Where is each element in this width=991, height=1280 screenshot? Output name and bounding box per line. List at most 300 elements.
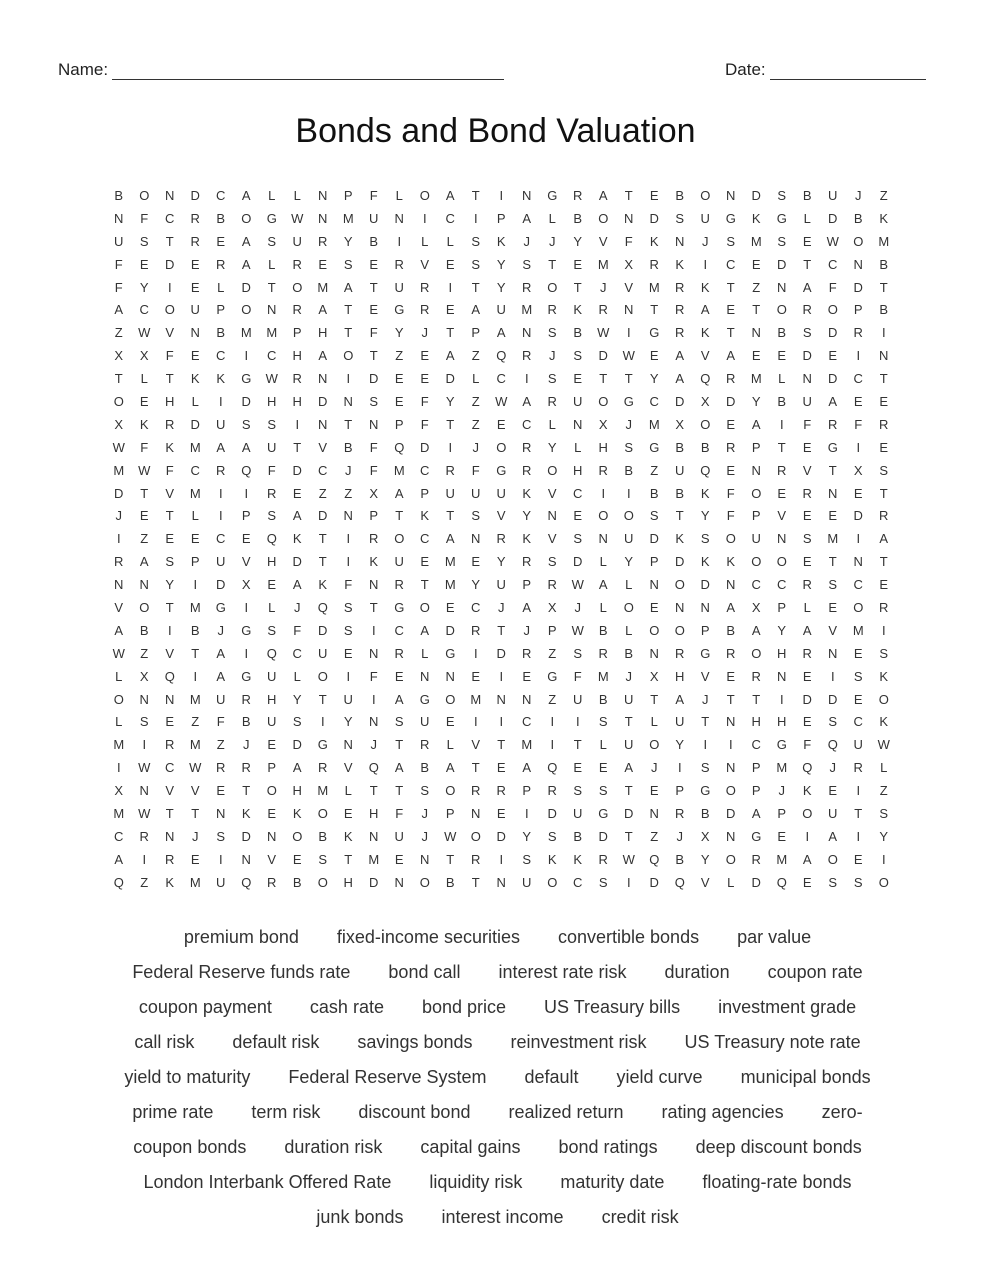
grid-letter: Q bbox=[776, 874, 787, 890]
grid-letter: B bbox=[675, 188, 685, 203]
grid-letter: A bbox=[445, 188, 455, 203]
grid-letter: U bbox=[216, 416, 226, 432]
word-list-item: rating agencies bbox=[661, 1102, 784, 1122]
grid-letter: W bbox=[138, 325, 151, 341]
grid-letter: L bbox=[115, 668, 123, 684]
grid-letter: L bbox=[115, 714, 123, 730]
grid-letter: Q bbox=[266, 531, 277, 547]
grid-letter: A bbox=[241, 188, 251, 203]
grid-letter: S bbox=[853, 874, 863, 890]
grid-letter: S bbox=[777, 233, 787, 249]
grid-letter: R bbox=[292, 302, 302, 318]
grid-letter: U bbox=[802, 394, 812, 410]
grid-letter: I bbox=[499, 188, 504, 203]
grid-letter: E bbox=[726, 416, 736, 432]
grid-letter: G bbox=[241, 668, 252, 684]
grid-letter: U bbox=[292, 233, 302, 249]
word-list-item: London Interbank Offered Rate bbox=[143, 1172, 392, 1192]
grid-letter: P bbox=[547, 622, 557, 638]
grid-letter: I bbox=[626, 325, 631, 341]
word-list-item: reinvestment risk bbox=[510, 1032, 647, 1052]
grid-letter: S bbox=[802, 531, 812, 547]
grid-letter: M bbox=[878, 233, 890, 249]
grid-letter: E bbox=[343, 645, 353, 661]
grid-letter: I bbox=[193, 577, 198, 593]
grid-letter: A bbox=[879, 531, 889, 547]
grid-letter: T bbox=[140, 485, 149, 501]
grid-letter: A bbox=[445, 531, 455, 547]
grid-letter: L bbox=[446, 737, 454, 753]
grid-letter: K bbox=[802, 783, 812, 799]
grid-letter: G bbox=[445, 645, 456, 661]
grid-letter: R bbox=[853, 325, 863, 341]
grid-letter: A bbox=[394, 485, 404, 501]
grid-letter: Z bbox=[548, 645, 557, 661]
grid-letter: U bbox=[394, 554, 404, 570]
grid-letter: P bbox=[267, 760, 277, 776]
grid-letter: O bbox=[598, 394, 609, 410]
grid-letter: P bbox=[292, 325, 302, 341]
grid-letter: N bbox=[318, 188, 328, 203]
grid-letter: O bbox=[419, 874, 430, 890]
grid-letter: N bbox=[573, 416, 583, 432]
grid-letter: R bbox=[318, 233, 328, 249]
grid-letter: Y bbox=[777, 622, 787, 638]
grid-letter: Y bbox=[496, 554, 506, 570]
grid-letter: S bbox=[318, 851, 328, 867]
grid-letter: J bbox=[243, 737, 250, 753]
grid-letter: Y bbox=[343, 714, 353, 730]
grid-letter: M bbox=[393, 462, 405, 478]
grid-letter: R bbox=[292, 256, 302, 272]
grid-letter: V bbox=[267, 851, 277, 867]
grid-letter: D bbox=[675, 554, 685, 570]
grid-letter: P bbox=[496, 210, 506, 226]
grid-letter: E bbox=[445, 714, 455, 730]
grid-letter: K bbox=[573, 302, 583, 318]
grid-letter: V bbox=[165, 645, 175, 661]
grid-row bbox=[106, 368, 897, 391]
grid-letter: L bbox=[268, 600, 276, 616]
grid-letter: S bbox=[879, 645, 889, 661]
grid-letter: E bbox=[190, 348, 200, 364]
grid-letter: M bbox=[521, 302, 533, 318]
grid-letter: H bbox=[292, 348, 302, 364]
grid-letter: K bbox=[700, 325, 710, 341]
grid-letter: E bbox=[649, 600, 659, 616]
grid-letter: V bbox=[165, 485, 175, 501]
grid-letter: O bbox=[547, 279, 558, 295]
word-list-item: investment grade bbox=[718, 997, 857, 1017]
grid-letter: M bbox=[113, 806, 125, 822]
grid-letter: A bbox=[496, 325, 506, 341]
grid-letter: D bbox=[751, 188, 761, 203]
grid-letter: D bbox=[828, 371, 838, 387]
grid-letter: P bbox=[190, 554, 200, 570]
grid-letter: U bbox=[471, 485, 481, 501]
grid-letter: S bbox=[649, 508, 659, 524]
grid-letter: V bbox=[343, 760, 353, 776]
grid-letter: V bbox=[700, 348, 710, 364]
word-list-item: zero- bbox=[821, 1102, 863, 1122]
grid-letter: Y bbox=[700, 851, 710, 867]
word-list-item: duration bbox=[664, 962, 730, 982]
grid-letter: T bbox=[624, 371, 633, 387]
grid-letter: R bbox=[471, 622, 481, 638]
grid-letter: T bbox=[369, 279, 378, 295]
grid-letter: H bbox=[777, 714, 787, 730]
grid-letter: B bbox=[879, 256, 889, 272]
grid-letter: F bbox=[803, 416, 812, 432]
grid-letter: M bbox=[317, 279, 329, 295]
grid-letter: Y bbox=[700, 508, 710, 524]
grid-letter: I bbox=[193, 668, 198, 684]
grid-letter: S bbox=[343, 622, 353, 638]
grid-letter: C bbox=[216, 531, 226, 547]
grid-letter: S bbox=[241, 416, 251, 432]
grid-letter: N bbox=[649, 645, 659, 661]
grid-letter: T bbox=[191, 645, 200, 661]
grid-letter: R bbox=[471, 783, 481, 799]
grid-letter: C bbox=[828, 256, 838, 272]
grid-letter: T bbox=[165, 233, 174, 249]
grid-letter: T bbox=[369, 600, 378, 616]
grid-letter: H bbox=[751, 714, 761, 730]
grid-letter: I bbox=[218, 508, 223, 524]
grid-letter: R bbox=[267, 874, 277, 890]
grid-letter: Z bbox=[395, 348, 404, 364]
grid-letter: I bbox=[856, 828, 861, 844]
grid-letter: T bbox=[318, 691, 327, 707]
date-blank-line bbox=[770, 61, 926, 80]
grid-letter: S bbox=[802, 325, 812, 341]
grid-letter: R bbox=[777, 462, 787, 478]
grid-letter: F bbox=[369, 325, 378, 341]
grid-letter: F bbox=[395, 806, 404, 822]
grid-letter: A bbox=[675, 691, 685, 707]
grid-letter: B bbox=[777, 325, 787, 341]
grid-letter: R bbox=[420, 279, 430, 295]
grid-letter: R bbox=[496, 531, 506, 547]
grid-letter: D bbox=[853, 279, 863, 295]
grid-letter: A bbox=[624, 760, 634, 776]
grid-letter: O bbox=[674, 622, 685, 638]
grid-letter: R bbox=[879, 508, 889, 524]
grid-letter: R bbox=[522, 462, 532, 478]
grid-row bbox=[106, 803, 897, 826]
grid-letter: E bbox=[777, 348, 787, 364]
grid-letter: E bbox=[802, 668, 812, 684]
grid-letter: D bbox=[114, 485, 124, 501]
grid-letter: R bbox=[675, 302, 685, 318]
grid-letter: E bbox=[394, 394, 404, 410]
grid-letter: T bbox=[471, 188, 480, 203]
grid-letter: A bbox=[802, 279, 812, 295]
grid-letter: J bbox=[855, 188, 862, 203]
grid-letter: S bbox=[547, 371, 557, 387]
grid-letter: K bbox=[343, 828, 353, 844]
word-list-line bbox=[80, 1062, 915, 1097]
grid-letter: Q bbox=[394, 439, 405, 455]
grid-letter: V bbox=[318, 439, 328, 455]
grid-letter: Y bbox=[394, 325, 404, 341]
grid-letter: G bbox=[623, 394, 634, 410]
grid-letter: X bbox=[649, 668, 659, 684]
grid-letter: N bbox=[114, 210, 124, 226]
grid-letter: E bbox=[726, 302, 736, 318]
grid-letter: U bbox=[318, 645, 328, 661]
grid-row bbox=[106, 734, 897, 757]
grid-letter: M bbox=[776, 851, 788, 867]
grid-letter: O bbox=[878, 691, 889, 707]
grid-letter: D bbox=[420, 439, 430, 455]
grid-letter: M bbox=[776, 760, 788, 776]
grid-letter: C bbox=[165, 210, 175, 226]
grid-letter: M bbox=[852, 622, 864, 638]
grid-letter: K bbox=[675, 256, 685, 272]
grid-letter: J bbox=[294, 600, 301, 616]
grid-letter: F bbox=[420, 416, 429, 432]
grid-letter: N bbox=[726, 828, 736, 844]
grid-letter: E bbox=[190, 851, 200, 867]
grid-letter: Y bbox=[343, 233, 353, 249]
word-list-item: municipal bonds bbox=[740, 1067, 871, 1087]
grid-letter: G bbox=[700, 645, 711, 661]
grid-letter: T bbox=[752, 691, 761, 707]
grid-letter: T bbox=[446, 851, 455, 867]
grid-letter: A bbox=[522, 394, 532, 410]
grid-letter: R bbox=[318, 760, 328, 776]
grid-letter: M bbox=[189, 439, 201, 455]
grid-letter: M bbox=[189, 485, 201, 501]
grid-row bbox=[106, 505, 897, 528]
grid-letter: C bbox=[420, 531, 430, 547]
grid-letter: D bbox=[445, 371, 455, 387]
grid-letter: U bbox=[369, 210, 379, 226]
grid-row bbox=[106, 299, 897, 322]
word-list-item: liquidity risk bbox=[429, 1172, 523, 1192]
grid-letter: I bbox=[626, 485, 631, 501]
grid-letter: K bbox=[139, 416, 149, 432]
grid-letter: I bbox=[371, 691, 376, 707]
grid-letter: S bbox=[598, 714, 608, 730]
grid-letter: O bbox=[725, 531, 736, 547]
grid-letter: O bbox=[827, 851, 838, 867]
grid-letter: G bbox=[547, 668, 558, 684]
grid-letter: O bbox=[317, 806, 328, 822]
grid-letter: C bbox=[777, 577, 787, 593]
grid-letter: W bbox=[826, 233, 839, 249]
grid-letter: U bbox=[420, 714, 430, 730]
grid-letter: V bbox=[190, 783, 200, 799]
grid-letter: I bbox=[448, 439, 453, 455]
grid-letter: S bbox=[726, 233, 736, 249]
grid-letter: B bbox=[343, 439, 353, 455]
grid-letter: U bbox=[216, 554, 226, 570]
word-list-item: deep discount bonds bbox=[695, 1137, 862, 1157]
grid-letter: A bbox=[216, 645, 226, 661]
grid-letter: S bbox=[828, 577, 838, 593]
grid-letter: R bbox=[547, 577, 557, 593]
grid-letter: L bbox=[395, 188, 403, 203]
grid-letter: D bbox=[700, 577, 710, 593]
grid-letter: Y bbox=[471, 577, 481, 593]
grid-letter: U bbox=[751, 531, 761, 547]
grid-letter: E bbox=[369, 302, 379, 318]
grid-letter: Y bbox=[879, 828, 889, 844]
grid-letter: L bbox=[421, 233, 429, 249]
word-list-line bbox=[80, 1097, 915, 1132]
grid-letter: B bbox=[853, 210, 863, 226]
grid-letter: K bbox=[700, 554, 710, 570]
grid-letter: J bbox=[523, 233, 530, 249]
grid-letter: E bbox=[165, 714, 175, 730]
grid-letter: R bbox=[369, 531, 379, 547]
grid-letter: I bbox=[881, 325, 886, 341]
grid-letter: S bbox=[675, 210, 685, 226]
grid-letter: U bbox=[828, 188, 838, 203]
grid-letter: M bbox=[113, 737, 125, 753]
grid-letter: G bbox=[649, 325, 660, 341]
grid-letter: M bbox=[470, 691, 482, 707]
word-list-item: term risk bbox=[251, 1102, 321, 1122]
grid-letter: R bbox=[547, 302, 557, 318]
grid-letter: I bbox=[397, 233, 402, 249]
grid-letter: K bbox=[522, 531, 532, 547]
grid-letter: R bbox=[190, 210, 200, 226]
grid-letter: T bbox=[318, 554, 327, 570]
grid-letter: V bbox=[700, 668, 710, 684]
grid-letter: C bbox=[216, 188, 226, 203]
grid-letter: N bbox=[675, 233, 685, 249]
grid-letter: R bbox=[522, 279, 532, 295]
grid-letter: R bbox=[751, 668, 761, 684]
grid-letter: J bbox=[651, 760, 658, 776]
grid-letter: S bbox=[139, 233, 149, 249]
grid-letter: B bbox=[675, 439, 685, 455]
grid-letter: N bbox=[114, 577, 124, 593]
grid-letter: T bbox=[624, 783, 633, 799]
grid-letter: R bbox=[547, 783, 557, 799]
grid-letter: L bbox=[446, 233, 454, 249]
grid-letter: E bbox=[751, 256, 761, 272]
grid-letter: S bbox=[879, 806, 889, 822]
grid-letter: K bbox=[190, 371, 200, 387]
grid-letter: M bbox=[317, 783, 329, 799]
grid-letter: E bbox=[853, 394, 863, 410]
grid-row bbox=[106, 780, 897, 803]
grid-letter: J bbox=[676, 828, 683, 844]
grid-letter: T bbox=[369, 783, 378, 799]
grid-letter: Y bbox=[165, 577, 175, 593]
grid-letter: W bbox=[112, 645, 125, 661]
grid-letter: E bbox=[292, 851, 302, 867]
grid-letter: Z bbox=[650, 828, 659, 844]
grid-letter: B bbox=[573, 828, 583, 844]
grid-letter: A bbox=[420, 622, 430, 638]
grid-letter: W bbox=[138, 462, 151, 478]
grid-letter: Q bbox=[700, 462, 711, 478]
grid-letter: O bbox=[725, 783, 736, 799]
grid-letter: B bbox=[802, 188, 812, 203]
grid-letter: Q bbox=[802, 760, 813, 776]
grid-letter: D bbox=[828, 691, 838, 707]
grid-letter: N bbox=[165, 828, 175, 844]
grid-letter: X bbox=[369, 485, 379, 501]
grid-letter: R bbox=[165, 416, 175, 432]
grid-letter: I bbox=[805, 828, 810, 844]
word-list-line bbox=[80, 922, 915, 957]
grid-letter: B bbox=[445, 874, 455, 890]
grid-letter: I bbox=[856, 531, 861, 547]
grid-letter: T bbox=[267, 279, 276, 295]
grid-letter: B bbox=[318, 828, 328, 844]
grid-letter: A bbox=[139, 554, 149, 570]
grid-letter: E bbox=[879, 394, 889, 410]
grid-letter: J bbox=[472, 439, 479, 455]
grid-letter: J bbox=[829, 760, 836, 776]
grid-letter: G bbox=[725, 210, 736, 226]
grid-letter: E bbox=[573, 508, 583, 524]
grid-letter: Z bbox=[471, 416, 480, 432]
grid-letter: B bbox=[598, 691, 608, 707]
grid-letter: W bbox=[265, 371, 278, 387]
grid-letter: O bbox=[623, 508, 634, 524]
grid-letter: N bbox=[777, 668, 787, 684]
grid-letter: E bbox=[216, 783, 226, 799]
grid-letter: T bbox=[446, 508, 455, 524]
grid-letter: V bbox=[547, 531, 557, 547]
grid-letter: E bbox=[598, 760, 608, 776]
grid-letter: E bbox=[445, 256, 455, 272]
grid-letter: B bbox=[216, 210, 226, 226]
grid-letter: J bbox=[549, 348, 556, 364]
grid-letter: N bbox=[828, 485, 838, 501]
grid-letter: R bbox=[675, 279, 685, 295]
grid-letter: Y bbox=[675, 737, 685, 753]
grid-letter: N bbox=[649, 577, 659, 593]
grid-letter: F bbox=[216, 714, 225, 730]
grid-letter: Q bbox=[241, 462, 252, 478]
grid-letter: M bbox=[597, 256, 609, 272]
grid-letter: J bbox=[702, 691, 709, 707]
grid-letter: R bbox=[471, 851, 481, 867]
grid-letter: F bbox=[344, 577, 353, 593]
grid-letter: M bbox=[240, 325, 252, 341]
grid-letter: M bbox=[113, 462, 125, 478]
grid-letter: S bbox=[624, 439, 634, 455]
grid-letter: Q bbox=[700, 371, 711, 387]
grid-letter: R bbox=[802, 302, 812, 318]
grid-letter: D bbox=[777, 256, 787, 272]
grid-letter: R bbox=[649, 256, 659, 272]
grid-letter: R bbox=[675, 806, 685, 822]
grid-letter: N bbox=[420, 668, 430, 684]
grid-letter: I bbox=[601, 485, 606, 501]
grid-letter: Y bbox=[573, 233, 583, 249]
grid-letter: I bbox=[320, 714, 325, 730]
grid-letter: S bbox=[420, 783, 430, 799]
grid-letter: F bbox=[803, 737, 812, 753]
grid-letter: E bbox=[267, 577, 277, 593]
grid-letter: O bbox=[649, 737, 660, 753]
grid-letter: Z bbox=[752, 279, 761, 295]
grid-letter: U bbox=[496, 485, 506, 501]
grid-letter: I bbox=[524, 371, 529, 387]
grid-letter: A bbox=[292, 577, 302, 593]
grid-letter: E bbox=[751, 348, 761, 364]
grid-letter: D bbox=[496, 828, 506, 844]
